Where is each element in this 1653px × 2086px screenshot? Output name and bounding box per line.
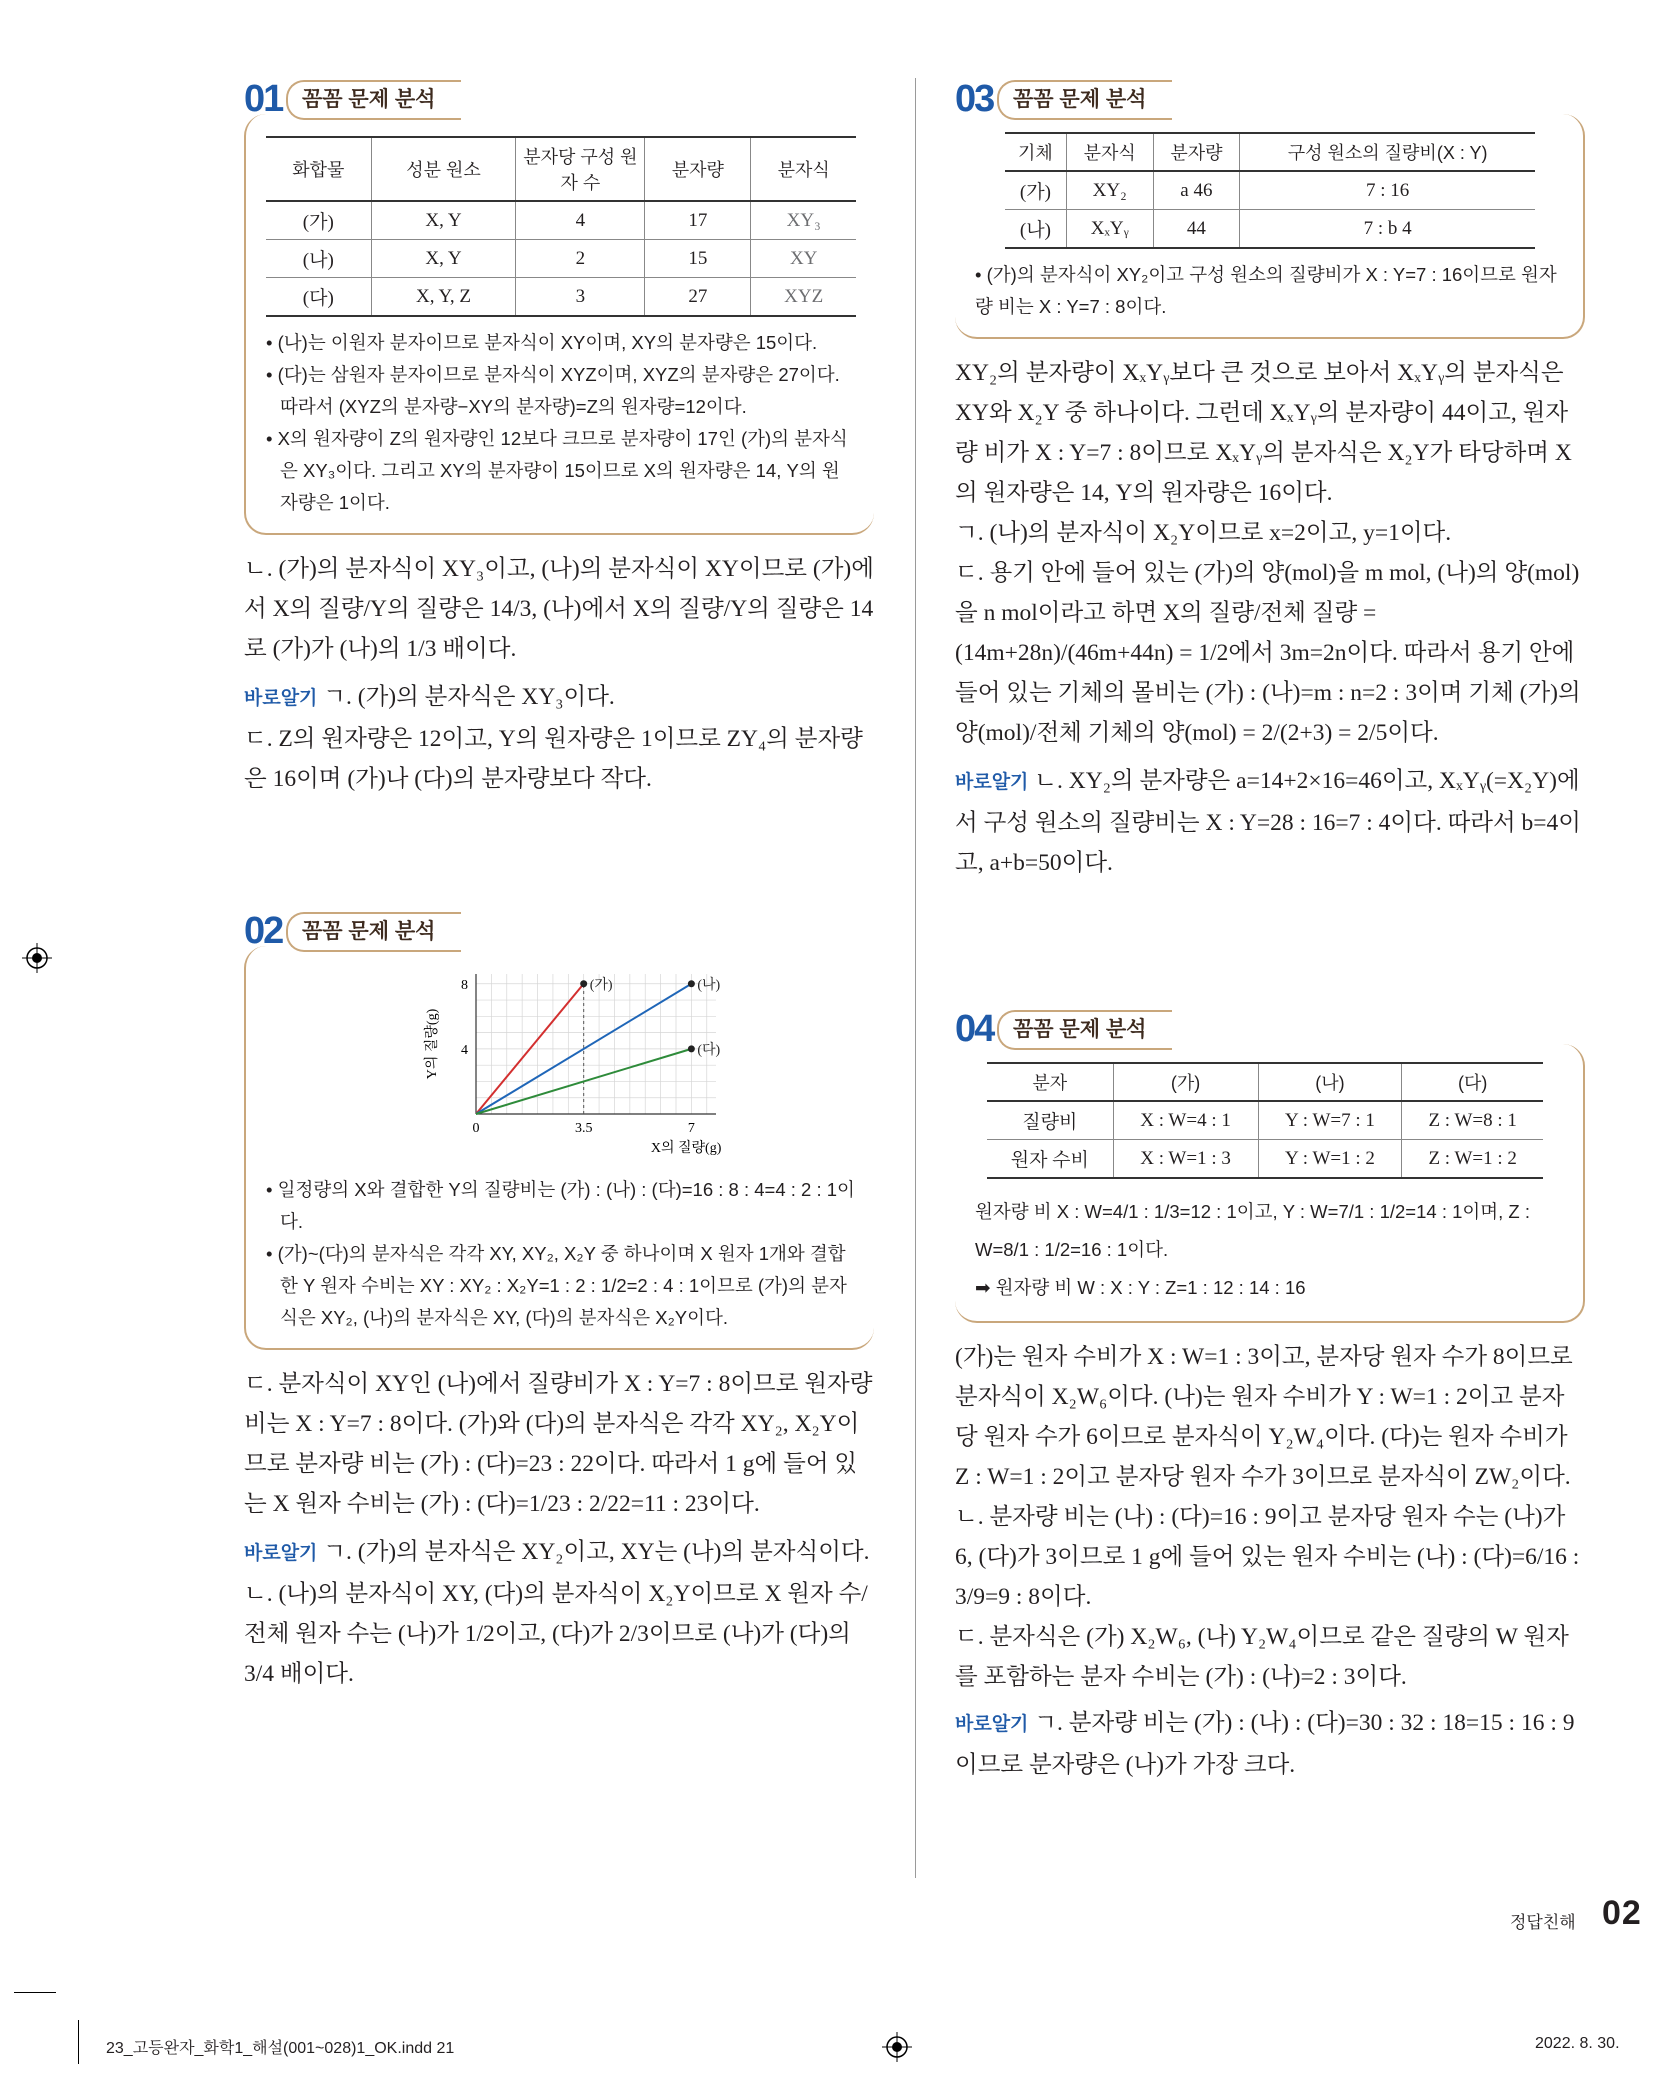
table-cell: XY₃ (751, 201, 856, 240)
analysis-notes (975, 1193, 1565, 1307)
table-cell: 27 (645, 278, 751, 317)
wrong-label: 바로알기 (244, 688, 318, 709)
table-header: (나) (1258, 1063, 1402, 1101)
analysis-box (244, 114, 874, 535)
table-header: 화합물 (266, 137, 371, 201)
section-number: 02 (244, 910, 283, 952)
table-cell: (가) (1005, 171, 1066, 210)
explanation-paragraph: XY₂의 분자량이 XₓYᵧ보다 큰 것으로 보아서 XₓYᵧ의 분자식은 XY와 X₂Y 중 하나이다. 그런데 XₓYᵧ의 분자량이 44이고, 원자량 비가 X : Y=7 : 8이므로 XₓYᵧ의 분자식은 X₂Y가 타당하며 X의 원자량은 14, Y의 원자량은 16이다. (955, 360, 1572, 506)
wrong-answer-line (244, 677, 874, 719)
table-header: 구성 원소의 질량비(X : Y) (1240, 133, 1535, 171)
section-number: 03 (955, 78, 994, 120)
explanation-paragraph: ㄴ. (가)의 분자식이 XY₃이고, (나)의 분자식이 XY이므로 (가)에서 X의 질량/Y의 질량은 14/3, (나)에서 X의 질량/Y의 질량은 14로 (가)가 (나)의 1/3 배이다. (244, 556, 874, 662)
wrong-text: ㄱ. (가)의 분자식은 XY₂이고, XY는 (나)의 분자식이다. (323, 1539, 870, 1565)
wrong-label: 바로알기 (244, 1543, 318, 1564)
analysis-box (955, 1044, 1585, 1323)
analysis-title: 꼼꼼 문제 분석 (286, 80, 461, 120)
analysis-title: 꼼꼼 문제 분석 (286, 912, 461, 952)
print-date: 2022. 8. 30. (1535, 2035, 1620, 2052)
file-info: 23_고등완자_화학1_해설(001~028)1_OK.indd 21 (106, 2040, 455, 2057)
table-header: 성분 원소 (371, 137, 516, 201)
table-row (987, 1101, 1543, 1140)
wrong-answer-line (955, 1703, 1585, 1785)
explanation (955, 1337, 1585, 1785)
compound-table (266, 136, 856, 317)
analysis-notes (975, 259, 1565, 323)
y-axis-label: Y의 질량(g) (425, 1008, 440, 1080)
table-cell: 15 (645, 240, 751, 278)
explanation-paragraph: (가)는 원자 수비가 X : W=1 : 3이고, 분자당 원자 수가 8이므로 분자식이 X₂W₆이다. (나)는 원자 수비가 Y : W=1 : 2이고 분자당 원자 수가 6이므로 분자식이 Y₂W₄이다. (다)는 원자 수비가 Z : W=1 : 2이고 분자당 원자 수가 3이므로 분자식이 ZW₂이다. (955, 1344, 1573, 1490)
wrong-answer-line (955, 761, 1585, 883)
mass-ratio-chart (416, 964, 736, 1164)
column-divider (915, 78, 916, 1878)
note-item: • (나)는 이원자 분자이므로 분자식이 XY이며, XY의 분자량은 15이다. (266, 327, 856, 359)
crop-mark (78, 2020, 79, 2064)
note-item: • 일정량의 X와 결합한 Y의 질량비는 (가) : (나) : (다)=16 : 8 : 4=4 : 2 : 1이다. (266, 1174, 856, 1238)
table-row (266, 240, 856, 278)
note-item: • (다)는 삼원자 분자이므로 분자식이 XYZ이며, XYZ의 분자량은 27이다. 따라서 (XYZ의 분자량−XY의 분자량)=Z의 원자량=12이다. (266, 359, 856, 423)
table-cell: (다) (266, 278, 371, 317)
table-cell: (나) (266, 240, 371, 278)
table-cell: Y : W=7 : 1 (1258, 1101, 1402, 1140)
note-item: • (가)의 분자식이 XY₂이고 구성 원소의 질량비가 X : Y=7 : 16이므로 원자량 비는 X : Y=7 : 8이다. (975, 259, 1565, 323)
table-row (1005, 171, 1535, 210)
table-cell: 원자 수비 (987, 1140, 1113, 1179)
table-row (266, 201, 856, 240)
table-cell: (가) (266, 201, 371, 240)
wrong-text: ㄱ. (가)의 분자식은 XY₃이다. (323, 684, 615, 710)
note-item: • (가)~(다)의 분자식은 각각 XY, XY₂, X₂Y 중 하나이며 X 원자 1개와 결합한 Y 원자 수비는 XY : XY₂ : X₂Y=1 : 2 : 1/2=2 : 4 : 1이므로 (가)의 분자식은 XY₂, (나)의 분자식은 XY, (다)의 분자식은 X₂Y이다. (266, 1238, 856, 1334)
explanation-paragraph: ㄱ. (나)의 분자식이 X₂Y이므로 x=2이고, y=1이다. (955, 520, 1452, 546)
note-item: ➡ 원자량 비 W : X : Y : Z=1 : 12 : 14 : 16 (975, 1277, 1306, 1298)
table-cell: X, Y (371, 240, 516, 278)
section-number: 04 (955, 1008, 994, 1050)
table-cell: 7 : b 4 (1240, 210, 1535, 249)
x-tick-label: 0 (472, 1121, 480, 1136)
section-number: 01 (244, 78, 283, 120)
table-cell: XY₂ (1066, 171, 1153, 210)
table-header: 분자량 (645, 137, 751, 201)
data-point (688, 1045, 695, 1052)
table-cell: XYZ (751, 278, 856, 317)
data-point (580, 980, 587, 987)
table-cell: 17 (645, 201, 751, 240)
analysis-box (955, 114, 1585, 339)
table-header: (가) (1113, 1063, 1258, 1101)
registration-mark (882, 2032, 912, 2062)
gas-table (1005, 132, 1535, 249)
explanation-paragraph: ㄷ. 용기 안에 들어 있는 (가)의 양(mol)을 m mol, (나)의 양(mol)을 n mol이라고 하면 X의 질량/전체 질량 = (14m+28n)/(46m+44n) = 1/2에서 3m=2n이다. 따라서 용기 안에 들어 있는 기체의 몰비는 (가) : (나)=m : n=2 : 3이며 기체 (가)의 양(mol)/전체 기체의 양(mol) = 2/(2+3) = 2/5이다. (955, 560, 1581, 746)
table-header: 분자 (987, 1063, 1113, 1101)
section-04 (955, 1008, 1585, 1785)
x-axis-label: X의 질량(g) (650, 1141, 722, 1156)
table-cell: Y : W=1 : 2 (1258, 1140, 1402, 1179)
footer-section: 정답친해 (1510, 1913, 1576, 1932)
table-cell: Z : W=1 : 2 (1402, 1140, 1543, 1179)
table-cell: 4 (516, 201, 645, 240)
molecule-table (987, 1062, 1543, 1179)
wrong-text: ㄴ. XY₂의 분자량은 a=14+2×16=46이고, XₓYᵧ(=X₂Y)에서 구성 원소의 질량비는 X : Y=28 : 16=7 : 4이다. 따라서 b=4이고, a+b=50이다. (955, 768, 1582, 876)
explanation (955, 353, 1585, 883)
x-tick-label: 3.5 (574, 1121, 593, 1136)
data-point (688, 980, 695, 987)
wrong-answer-line: ㄷ. Z의 원자량은 12이고, Y의 원자량은 1이므로 ZY₄의 분자량은 16이며 (가)나 (다)의 분자량보다 작다. (244, 726, 863, 792)
y-tick-label: 8 (461, 977, 468, 993)
wrong-text: ㄱ. 분자량 비는 (가) : (나) : (다)=30 : 32 : 18=15 : 16 : 9이므로 분자량은 (나)가 가장 크다. (955, 1710, 1575, 1778)
table-cell: a 46 (1153, 171, 1240, 210)
y-tick-label: 4 (461, 1042, 468, 1058)
explanation-paragraph: ㄷ. 분자식은 (가) X₂W₆, (나) Y₂W₄이므로 같은 질량의 W 원자를 포함하는 분자 수비는 (가) : (나)=2 : 3이다. (955, 1624, 1569, 1690)
crop-mark (14, 1992, 56, 1993)
table-cell: 2 (516, 240, 645, 278)
table-cell: 질량비 (987, 1101, 1113, 1140)
table-header: (다) (1402, 1063, 1543, 1101)
registration-mark (22, 943, 52, 973)
table-cell: (나) (1005, 210, 1066, 249)
analysis-title: 꼼꼼 문제 분석 (997, 1010, 1172, 1050)
table-header: 분자당 구성 원자 수 (516, 137, 645, 201)
analysis-box (244, 946, 874, 1350)
table-cell: Z : W=8 : 1 (1402, 1101, 1543, 1140)
analysis-title: 꼼꼼 문제 분석 (997, 80, 1172, 120)
note-item: 원자량 비 X : W=4/1 : 1/3=12 : 1이고, Y : W=7/1 : 1/2=14 : 1이며, Z : W=8/1 : 1/2=16 : 1이다. (975, 1201, 1530, 1260)
table-cell: X : W=4 : 1 (1113, 1101, 1258, 1140)
explanation (244, 549, 874, 799)
table-cell: X, Y, Z (371, 278, 516, 317)
table-cell: XY (751, 240, 856, 278)
section-01 (244, 78, 874, 799)
table-cell: X : W=1 : 3 (1113, 1140, 1258, 1179)
table-header: 분자식 (1066, 133, 1153, 171)
table-row (1005, 210, 1535, 249)
explanation (244, 1364, 874, 1694)
table-cell: 3 (516, 278, 645, 317)
table-row (266, 278, 856, 317)
explanation-paragraph: ㄷ. 분자식이 XY인 (나)에서 질량비가 X : Y=7 : 8이므로 원자량 비는 X : Y=7 : 8이다. (가)와 (다)의 분자식은 각각 XY₂, X₂Y이므로 분자량 비는 (가) : (다)=23 : 22이다. 따라서 1 g에 들어 있는 X 원자 수비는 (가) : (다)=1/23 : 2/22=11 : 23이다. (244, 1371, 873, 1517)
explanation-paragraph: ㄴ. 분자량 비는 (나) : (다)=16 : 9이고 분자당 원자 수는 (나)가 6, (다)가 3이므로 1 g에 들어 있는 원자 수비는 (나) : (다)=6/16 : 3/9=9 : 8이다. (955, 1504, 1580, 1610)
page-number: 02 (1602, 1894, 1642, 1932)
note-item: • X의 원자량이 Z의 원자량인 12보다 크므로 분자량이 17인 (가)의 분자식은 XY₃이다. 그리고 XY의 분자량이 15이므로 X의 원자량은 14, Y의 원자량은 1이다. (266, 423, 856, 519)
series-label: (가) (589, 977, 613, 993)
analysis-notes (266, 327, 856, 519)
table-header: 기체 (1005, 133, 1066, 171)
wrong-label: 바로알기 (955, 772, 1029, 793)
series-label: (나) (697, 977, 721, 993)
series-label: (다) (697, 1042, 721, 1058)
table-header: 분자식 (751, 137, 856, 201)
section-02 (244, 910, 874, 1694)
table-header: 분자량 (1153, 133, 1240, 171)
table-cell: 7 : 16 (1240, 171, 1535, 210)
section-03 (955, 78, 1585, 883)
wrong-answer-line (244, 1532, 874, 1574)
table-cell: XₓYᵧ (1066, 210, 1153, 249)
table-cell: X, Y (371, 201, 516, 240)
wrong-answer-line: ㄴ. (나)의 분자식이 XY, (다)의 분자식이 X₂Y이므로 X 원자 수/전체 원자 수는 (나)가 1/2이고, (다)가 2/3이므로 (나)가 (다)의 3/4 배이다. (244, 1581, 868, 1687)
wrong-label: 바로알기 (955, 1714, 1029, 1735)
analysis-notes (266, 1174, 856, 1334)
x-tick-label: 7 (687, 1121, 695, 1136)
table-cell: 44 (1153, 210, 1240, 249)
table-row (987, 1140, 1543, 1179)
